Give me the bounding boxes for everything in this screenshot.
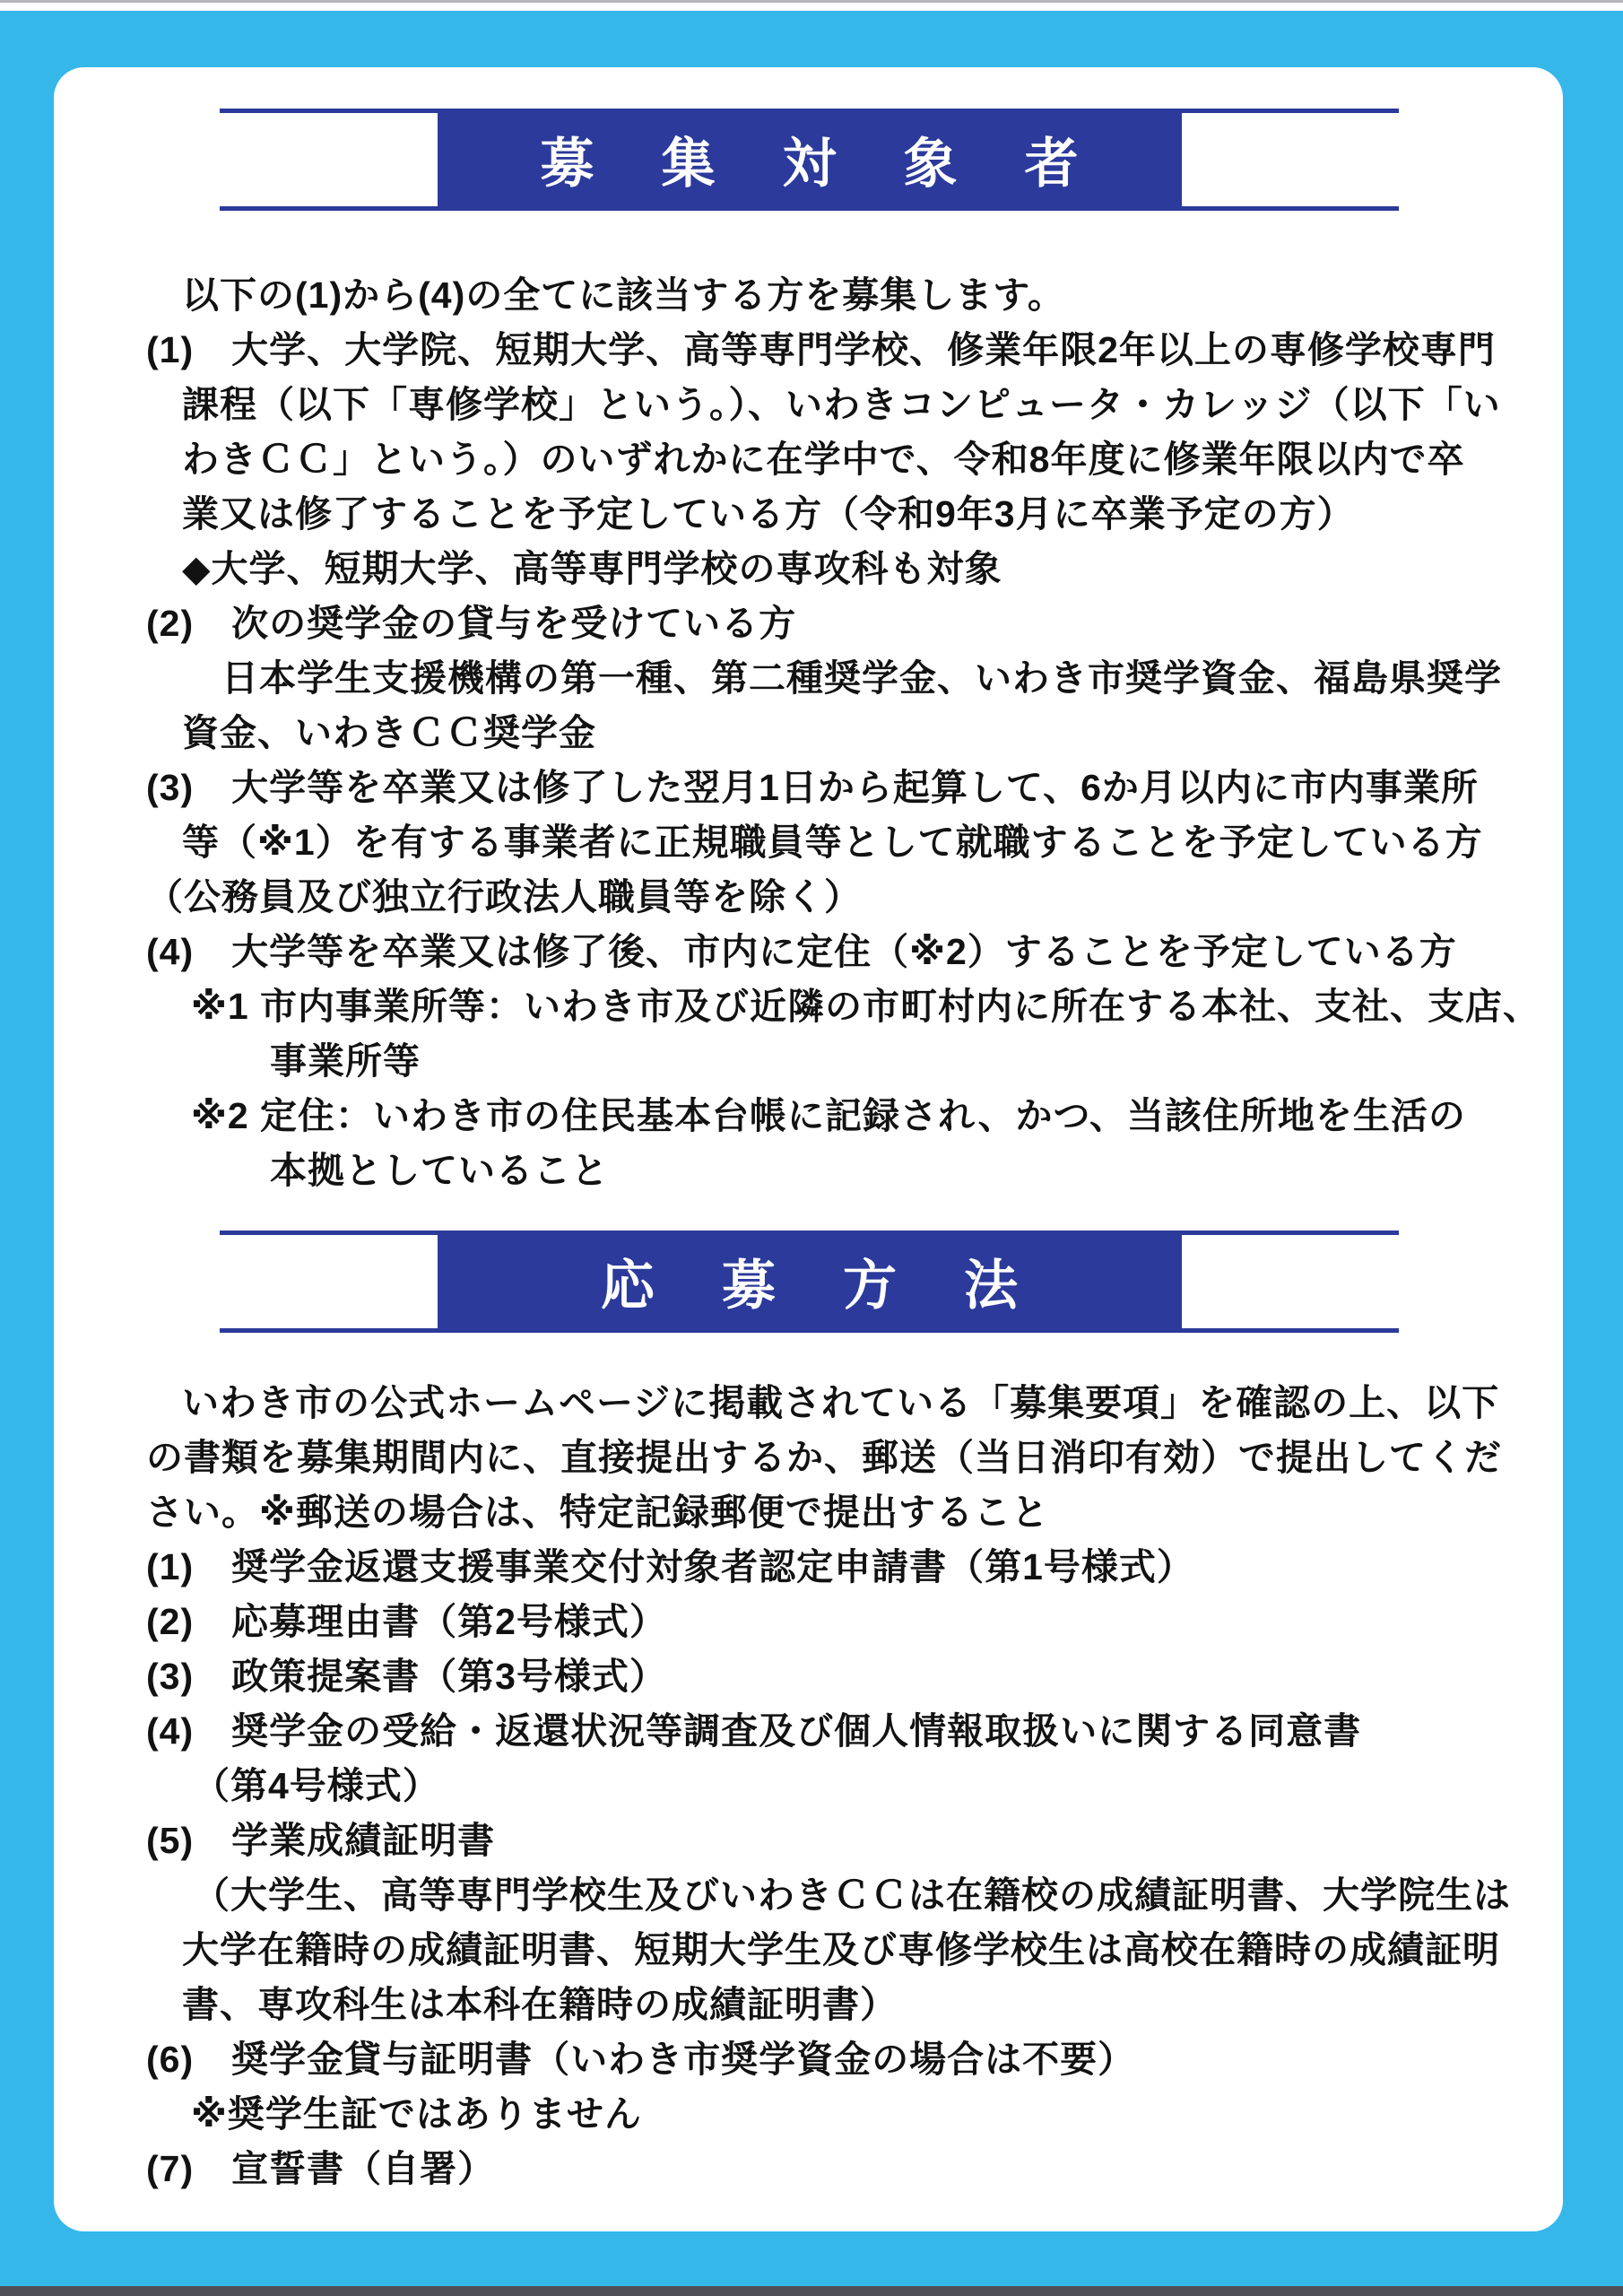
section-title: 募集対象者 xyxy=(540,134,1146,194)
section-application-method xyxy=(54,1231,1563,2196)
recruitment-target-banner xyxy=(220,109,1399,211)
text-line: (1) 大学、大学院、短期大学、高等専門学校、修業年限2年以上の専修学校専門 xyxy=(146,329,1496,370)
text-line: (2) 次の奨学金の貸与を受けている方 xyxy=(146,603,797,644)
text-line: 事業所等 xyxy=(270,1040,421,1082)
text-line: (4) 大学等を卒業又は修了後、市内に定住（※2）することを予定している方 xyxy=(146,931,1457,972)
application-method-body xyxy=(146,1376,1545,2196)
text-line: 大学在籍時の成績証明書、短期大学生及び専修学校生は高校在籍時の成績証明 xyxy=(182,1929,1500,1970)
text-line: 以下の(1)から(4)の全てに該当する方を募集します。 xyxy=(182,274,1065,316)
section-title: 応募方法 xyxy=(601,1256,1085,1316)
text-line: (3) 大学等を卒業又は修了した翌月1日から起算して、6か月以内に市内事業所 xyxy=(146,767,1479,808)
section-recruitment-target xyxy=(54,109,1563,1198)
text-line: （第4号様式） xyxy=(193,1765,440,1806)
recruitment-target-body xyxy=(146,268,1545,1198)
text-line: （大学生、高等専門学校生及びいわきＣＣは在籍校の成績証明書、大学院生は xyxy=(193,1874,1511,1916)
text-line: 日本学生支援機構の第一種、第二種奨学金、いわき市奨学資金、福島県奨学 xyxy=(221,657,1502,699)
text-line: (4) 奨学金の受給・返還状況等調査及び個人情報取扱いに関する同意書 xyxy=(146,1710,1362,1752)
text-line: 課程（以下「専修学校」という。）、いわきコンピュータ・カレッジ（以下「い xyxy=(182,384,1501,425)
text-line: 資金、いわきＣＣ奨学金 xyxy=(182,712,596,753)
text-line: いわき市の公式ホームページに掲載されている「募集要項」を確認の上、以下 xyxy=(182,1382,1500,1423)
scan-edge-bottom xyxy=(0,2286,1623,2296)
banner-rule-bottom xyxy=(220,206,1399,211)
application-method-banner xyxy=(220,1231,1399,1333)
text-line: ※奨学生証ではありません xyxy=(191,2093,642,2135)
text-line: 業又は修了することを予定している方（令和9年3月に卒業予定の方） xyxy=(182,493,1355,535)
text-line: 本拠としていること xyxy=(270,1150,609,1191)
banner-title-box xyxy=(438,1231,1182,1333)
banner-rule-bottom xyxy=(220,1328,1399,1333)
scan-edge-top xyxy=(0,0,1623,3)
text-line: ◆大学、短期大学、高等専門学校の専攻科も対象 xyxy=(182,548,1002,589)
text-line: 書、専攻科生は本科在籍時の成績証明書） xyxy=(182,1984,898,2025)
text-line: の書類を募集期間内に、直接提出するか、郵送（当日消印有効）で提出してくだ xyxy=(146,1437,1502,1478)
text-line: （公務員及び独立行政法人職員等を除く） xyxy=(146,876,862,918)
banner-title-box xyxy=(438,109,1182,211)
text-line: ※2 定住：いわき市の住民基本台帳に記録され、かつ、当該住所地を生活の xyxy=(191,1095,1466,1136)
cyan-frame xyxy=(0,11,1623,2286)
text-line: さい。※郵送の場合は、特定記録郵便で提出すること xyxy=(146,1492,1049,1533)
text-line: わきＣＣ」という。）のいずれかに在学中で、令和8年度に修業年限以内で卒 xyxy=(182,439,1465,480)
text-line: (5) 学業成績証明書 xyxy=(146,1820,496,1861)
text-line: 等（※1）を有する事業者に正規職員等として就職することを予定している方 xyxy=(182,822,1483,863)
text-line: (2) 応募理由書（第2号様式） xyxy=(146,1601,667,1642)
text-line: (3) 政策提案書（第3号様式） xyxy=(146,1656,667,1697)
text-line: (1) 奨学金返還支援事業交付対象者認定申請書（第1号様式） xyxy=(146,1546,1194,1587)
text-line: (6) 奨学金貸与証明書（いわき市奨学資金の場合は不要） xyxy=(146,2039,1136,2080)
text-line: (7) 宣誓書（自署） xyxy=(146,2148,496,2189)
text-line: ※1 市内事業所等：いわき市及び近隣の市町村内に所在する本社、支社、支店、 xyxy=(191,986,1541,1027)
content-sheet xyxy=(54,67,1563,2231)
